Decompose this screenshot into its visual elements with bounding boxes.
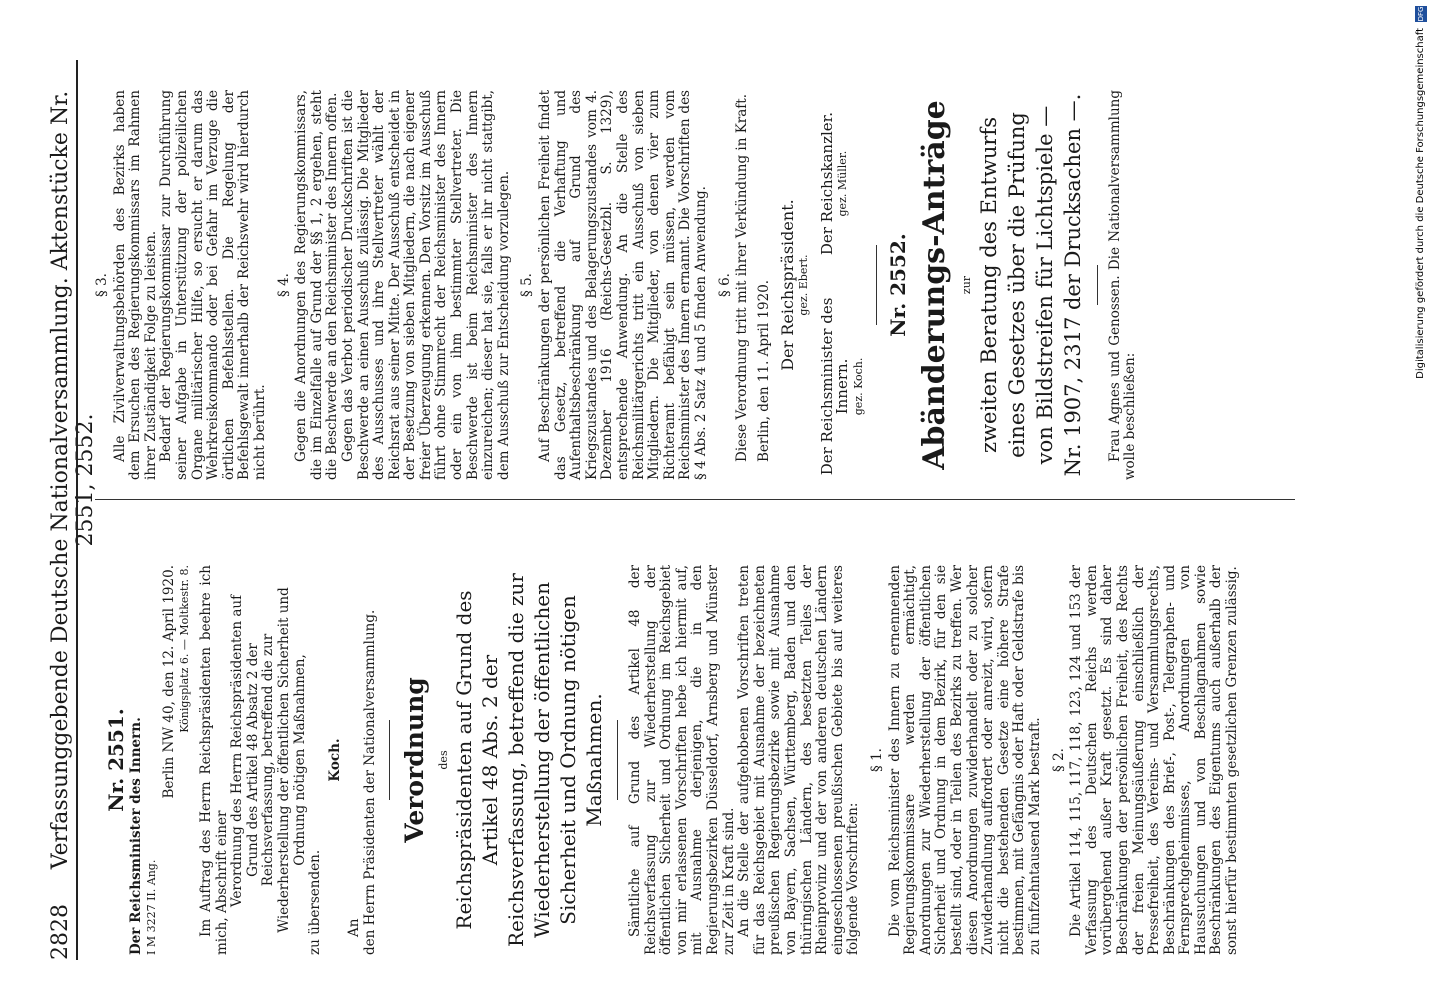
signature-chancellor-name: gez. Müller. xyxy=(836,150,850,217)
doc-2552-subtitle: zweiten Beratung des Entwurfs eines Gesetzes über die Prüfung von Bildstreifen für Lichtspiele — Nr. 1907, 2317 der Drucksachen —. xyxy=(976,93,1085,477)
cover-letter-subject: Verordnung des Herrn Reichspräsidenten auf Grund des Artikel 48 Absatz 2 der Reichsverfassung, betreffend die zur Wiederherstellung der öffentlichen Sicherheit und Ordnung nötigen Maßnahmen, xyxy=(229,587,308,933)
section-rule xyxy=(389,720,390,800)
document-separator xyxy=(876,245,877,325)
dfg-logo: DFG xyxy=(1417,6,1425,22)
doc-2552-motion: Frau Agnes und Genossen. Die Nationalversammlung wolle beschließen: xyxy=(1106,90,1139,480)
signature-chancellor: Der Reichskanzler. xyxy=(817,112,836,256)
funding-credit-text: Digitalisierung gefördert durch die Deutsche Forschungsgemeinschaft xyxy=(1415,28,1426,379)
verordnung-title: Verordnung xyxy=(399,677,429,843)
column-right xyxy=(95,90,1139,480)
section-3-text-a: Alle Zivilverwaltungsbehörden des Bezirks haben dem Ersuchen des Regierungskommissars im Rahmen ihrer Zuständigkeit Folge zu leisten. xyxy=(111,90,159,480)
address: Königsplatz 6. — Moltkestr. 8. xyxy=(178,565,192,733)
section-3-heading: § 3. xyxy=(94,273,110,297)
section-2-text: Die Artikel 114, 115, 117, 118, 123, 124 und 153 der Verfassung des Deutschen Reichs werden vorübergehend außer Kraft gesetzt. Es sind daher Beschränkungen der persönlichen Freiheit, des Rechts der freien Meinungsäußerung einschließlich der Pressefreiheit, des Vereins- und Versammlungsrechts, Beschränkungen des Brief-, Post-, Telegraphen- und Fernsprechgeheimnisses, Anordnungen von Haussuchungen und von Beschlagnahmen sowie Beschränkungen des Eigentums auch außerhalb der sonst hierfür bestimmten gesetzlichen Grenzen zulässig. xyxy=(1068,565,1241,955)
intro-paragraph-1: Sämtliche auf Grund des Artikel 48 der Reichsverfassung zur Wiederherstellung der öffentlichen Sicherheit und Ordnung im Reichsgebiet von mir erlassenen Vorschriften hebe ich hiermit auf, mit Ausnahme derjenigen, die in den Regierungsbezirken Düsseldorf, Arnsberg und Münster zur Zeit in Kraft sind. xyxy=(627,565,737,955)
running-title: Verfassunggebende Deutsche Nationalversammlung. Aktenstücke Nr. 2551, 2552. xyxy=(48,90,98,870)
header-rule xyxy=(76,60,78,960)
section-6-heading: § 6. xyxy=(716,273,733,297)
doc-number-2552: Nr. 2552. xyxy=(886,233,911,337)
verordnung-subtitle: Reichspräsidenten auf Grund des Artikel 48 Abs. 2 der Reichsverfassung, betreffend die zur Wiederherstellung der öffentlichen Sicherheit und Ordnung nötigen Maßnahmen. xyxy=(452,573,607,947)
section-1-text: Die vom Reichsminister des Innern zu ernennenden Regierungskommissare werden ermächtigt, Anordnungen zur Wiederherstellung der öffentlichen Sicherheit und Ordnung in dem Bezirk, für den sie bestellt sind, oder in Teilen des Bezirks zu treffen. Wer diesen Anordnungen zuwiderhandelt oder zu solcher Zuwiderhandlung auffordert oder anreizt, wird, sofern nicht die bestehenden Gesetze eine höhere Strafe bestimmen, mit Gefängnis oder Haft oder Geldstrafe bis zu fünfzehntausend Mark bestraft. xyxy=(886,565,1043,955)
section-5-text: Auf Beschränkungen der persönlichen Freiheit findet das Gesetz, betreffend die Verhaftung und Aufenthaltsbeschränkung auf Grund des Kriegszustandes und des Belagerungszustandes vom 4. Dezember 1916 (Reichs-Gesetzbl. S. 1329), entsprechende Anwendung. An die Stelle des Reichsmilitärgerichts tritt ein Ausschuß von sieben Mitgliedern. Die Mitglieder, von denen vier zum Richteramt befähigt sein müssen, werden vom Reichsminister des Innern ernannt. Die Vorschriften des § 4 Abs. 2 Satz 4 und 5 finden Anwendung. xyxy=(537,90,709,480)
page-header xyxy=(40,60,98,960)
section-1-heading: § 1. xyxy=(869,748,885,772)
recipient-an: An xyxy=(346,918,363,937)
signature-minister-name: gez. Koch. xyxy=(851,357,865,416)
recipient: den Herrn Präsidenten der Nationalversammlung. xyxy=(361,609,378,955)
verordnung-date: Berlin, den 11. April 1920. xyxy=(755,279,772,462)
doc-2552-title: Abänderungs-Anträge xyxy=(916,100,952,470)
section-3-text-b: Bedarf der Regierungskommissar zur Durchführung seiner Aufgabe in Unterstützung der polizeilichen Organe militärischer Hilfe, so ersucht er darum das Wehrkreiskommando oder bei Gefahr im Verzuge die örtlichen Befehlsstellen. Die Regelung der Befehlsgewalt innerhalb der Reichswehr wird hierdurch nicht berührt. xyxy=(158,90,268,480)
section-5-heading: § 5. xyxy=(519,273,536,297)
signature-minister: Der Reichsminister des Innern. xyxy=(817,297,852,476)
signature-president: Der Reichspräsident. xyxy=(778,199,798,371)
section-4-text-b: Gegen das Verbot periodischer Druckschriften ist die Beschwerde an einen Ausschuß zulässig. Die Mitglieder des Ausschusses und ihre Stellvertreter wählt der Reichsrat aus seiner Mitte. Der Ausschuß entscheidet in der Besetzung von sieben Mitgliedern, die nach eigener freier Überzeugung erkennen. Den Vorsitz im Ausschuß führt ohne Stimmrecht der Reichsminister des Innern oder ein von ihm bestimmter Stellvertreter. Die Beschwerde ist beim Reichsminister des Innern einzureichen; dieser hat sie, falls er ihr nicht stattgibt, dem Ausschuß zur Entscheidung vorzulegen. xyxy=(339,90,512,480)
column-left xyxy=(95,565,1241,955)
column-divider xyxy=(95,499,1295,500)
signature-koch: Koch. xyxy=(326,738,343,782)
place-date: Berlin NW 40, den 12. April 1920. xyxy=(160,565,177,799)
section-4-heading: § 4. xyxy=(275,273,292,297)
funding-credit xyxy=(1412,6,1430,996)
verordnung-des: des xyxy=(436,750,450,770)
sender: Der Reichsminister des Innern. xyxy=(127,717,144,955)
signature-block xyxy=(817,90,867,480)
doc-number-2551: Nr. 2551. xyxy=(104,708,128,812)
intro-paragraph-2: An die Stelle der aufgehobenen Vorschriften treten für das Reichsgebiet mit Ausnahme der bezeichneten preußischen Regierungsbezirke sowie mit Ausnahme von Bayern, Sachsen, Württemberg, Baden und den thüringischen Ländern, des besetzten Teiles der Rheinprovinz und der von anderen deutschen Ländern eingeschlossenen preußischen Gebiete bis auf weiteres folgende Vorschriften: xyxy=(736,565,862,955)
section-6-text: Diese Verordnung tritt mit ihrer Verkündung in Kraft. xyxy=(734,94,751,462)
cover-letter-end: zu übersenden. xyxy=(307,849,324,955)
funding-sidebar xyxy=(1412,6,1430,996)
signature-president-name: gez. Ebert. xyxy=(796,254,810,316)
section-4-text-a: Gegen die Anordnungen des Regierungskommissars, die im Einzelfalle auf Grund der §§ 1, 2 ergehen, steht die Beschwerde an den Reichsminister des Innern offen. xyxy=(293,90,341,480)
doc-2552-rule xyxy=(1097,265,1098,305)
reference-number: I M 3227 II. Ang. xyxy=(145,859,159,955)
page-number: 2828 xyxy=(48,904,73,960)
section-2-heading: § 2. xyxy=(1050,748,1067,772)
doc-2552-zur: zur xyxy=(959,275,973,295)
subtitle-rule xyxy=(617,720,618,800)
cover-letter: Im Auftrag des Herrn Reichspräsidenten beehre ich mich, Abschrift einer xyxy=(197,565,230,955)
